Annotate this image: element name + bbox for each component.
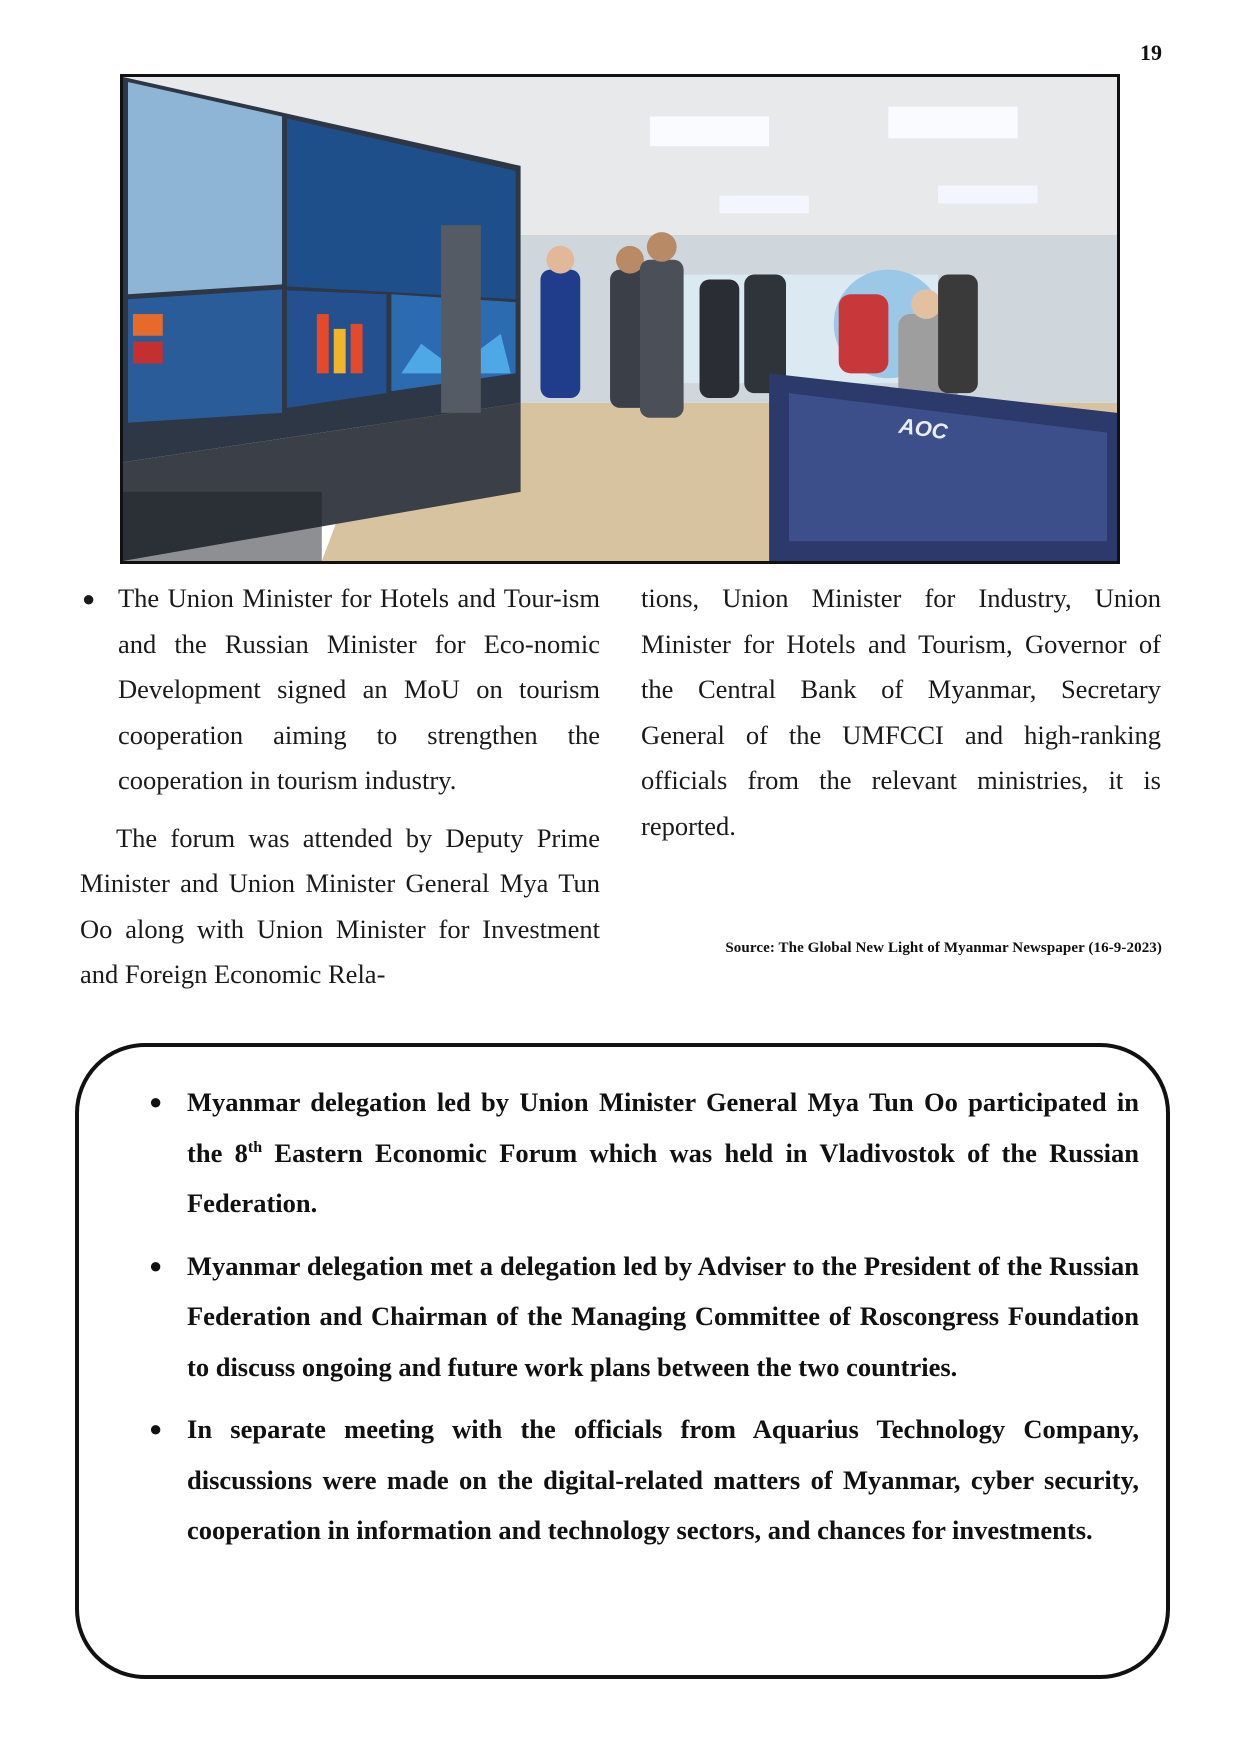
summary-item-1-text bbox=[187, 1087, 1139, 1218]
mou-bullet bbox=[80, 576, 600, 804]
page-number: 19 bbox=[1140, 40, 1162, 65]
forum-paragraph-continued: tions, Union Minister for Industry, Union Minister for Hotels and Tourism, Governor of the Central Bank of Myanmar, Secretary General of the UMFCCI and high-ranking officials from the relevant ministries, it is reported. bbox=[641, 583, 1161, 841]
bullet-icon: ● bbox=[82, 586, 96, 611]
monitor-brand-logo: AOC bbox=[897, 412, 950, 445]
summary-item-1-part-a: Myanmar delegation led by Union Minister General Mya Tun Oo participated in the 8 bbox=[187, 1087, 1139, 1168]
ordinal-suffix: th bbox=[247, 1138, 263, 1156]
source-citation: Source: The Global New Light of Myanmar Newspaper (16-9-2023) bbox=[725, 940, 1162, 956]
summary-item-1-part-b: Eastern Economic Forum which was held in Vladivostok of the Russian Federation. bbox=[187, 1137, 1139, 1218]
forum-paragraph: The forum was attended by Deputy Prime Minister and Union Minister General Mya Tun Oo along with Union Minister for Investment and Foreign Economic Rela- bbox=[80, 822, 600, 989]
summary-box bbox=[75, 1043, 1170, 1679]
bullet-icon: ● bbox=[149, 1416, 163, 1441]
bullet-icon: ● bbox=[149, 1252, 163, 1278]
summary-item-2-text: Myanmar delegation met a delegation led by Adviser to the President of the Russian Federation and Chairman of the Managing Committee of Roscongress Foundation to discuss ongoing and future work plans between the two countries. bbox=[187, 1250, 1139, 1382]
summary-item bbox=[149, 1241, 1139, 1393]
delegation-photo bbox=[120, 74, 1120, 564]
right-column bbox=[641, 576, 1161, 849]
summary-item bbox=[149, 1404, 1139, 1556]
summary-item-3-text: In separate meeting with the officials from Aquarius Technology Company, discussions were made on the digital-related matters of Myanmar, cyber security, cooperation in information and technology sectors, and chances for investments. bbox=[187, 1414, 1139, 1545]
summary-list bbox=[149, 1077, 1139, 1568]
control-room-illustration bbox=[123, 77, 1117, 561]
bullet-icon: ● bbox=[149, 1089, 163, 1114]
left-column bbox=[80, 576, 600, 998]
summary-item bbox=[149, 1077, 1139, 1229]
mou-bullet-text: The Union Minister for Hotels and Tour-ism and the Russian Minister for Eco-nomic Development signed an MoU on tourism cooperation aiming to strengthen the cooperation in tourism industry. bbox=[118, 583, 600, 795]
